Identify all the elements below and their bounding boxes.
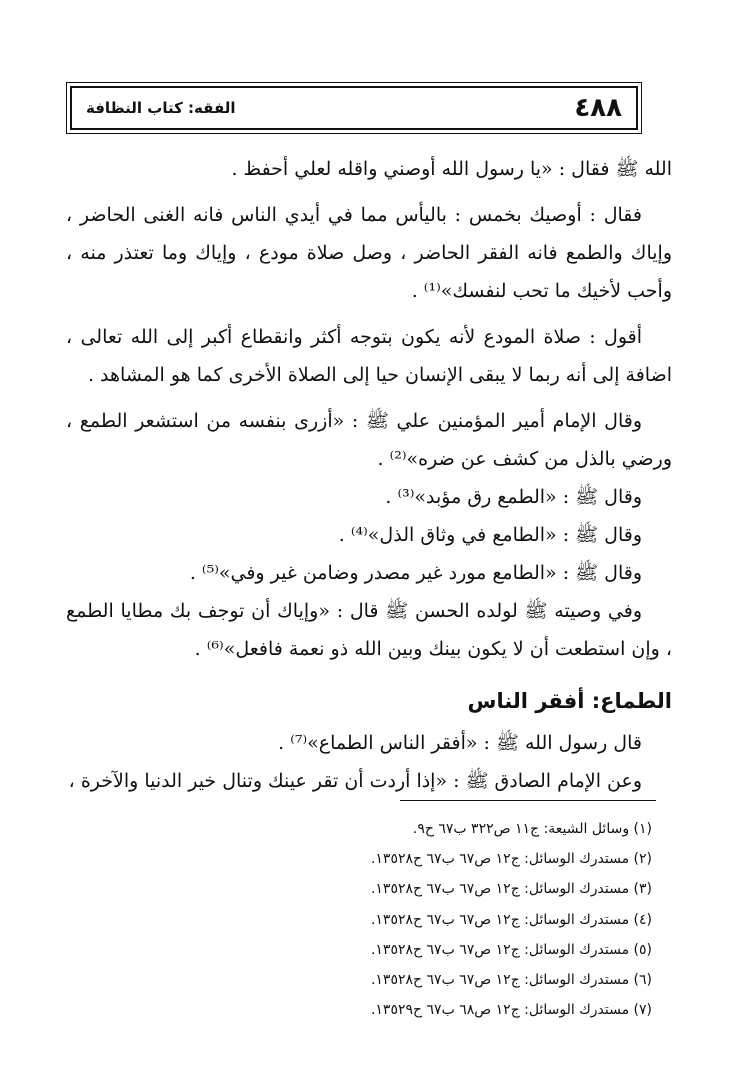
- footnote: (١) وسائل الشيعة: ج١١ ص٣٢٢ ب٦٧ ح٩.: [412, 821, 652, 837]
- footnote: (٦) مستدرك الوسائل: ج١٢ ص٦٧ ب٦٧ ح١٣٥٢٨.: [370, 972, 652, 989]
- page-header: [66, 82, 642, 134]
- paragraph: قال رسول الله ﷺ : «أفقر الناس الطماع»⁽⁷⁾ .: [278, 732, 642, 754]
- paragraph: وفي وصيته ﷺ لولده الحسن ﷺ قال : «وإياك أن توجف بك مطايا الطمع ، وإن استطعت أن لا يكون بينك وبين الله ذو نعمة فافعل»⁽⁶⁾ .: [66, 600, 672, 660]
- page-number: ٤٨٨: [574, 93, 622, 123]
- footnote: (٣) مستدرك الوسائل: ج١٢ ص٦٧ ب٦٧ ح١٣٥٢٨.: [370, 881, 652, 898]
- footnote-divider: [400, 800, 656, 801]
- paragraph: أقول : صلاة المودع لأنه يكون بتوجه أكثر وانقطاع أكبر إلى الله تعالى ، اضافة إلى أنه ربما لا يبقى الإنسان حيا إلى الصلاة الأخرى كما هو المشاهد .: [66, 326, 672, 386]
- paragraph: وقال ﷺ : «الطامع مورد غير مصدر وضامن غير وفي»⁽⁵⁾ .: [189, 562, 642, 584]
- footnote: (٢) مستدرك الوسائل: ج١٢ ص٦٧ ب٦٧ ح١٣٥٢٨.: [370, 851, 652, 868]
- paragraph: وقال ﷺ : «الطامع في وثاق الذل»⁽⁴⁾ .: [338, 524, 642, 546]
- paragraph: وقال ﷺ : «الطمع رق مؤبد»⁽³⁾ .: [385, 486, 642, 508]
- paragraph: وعن الإمام الصادق ﷺ : «إذا أردت أن تقر عينك وتنال خير الدنيا والآخرة ،: [68, 770, 642, 792]
- section-heading: الطماع: أفقر الناس: [467, 689, 672, 713]
- paragraph: فقال : أوصيك بخمس : باليأس مما في أيدي الناس فانه الغنى الحاضر ، وإياك والطمع فانه الفقر الحاضر ، وصل صلاة مودع ، وإياك وما تعتذر منه ، وأحب لأخيك ما تحب لنفسك»⁽¹⁾ .: [66, 204, 672, 302]
- footnote: (٧) مستدرك الوسائل: ج١٢ ص٦٨ ب٦٧ ح١٣٥٢٩.: [370, 1002, 652, 1019]
- footnote: (٥) مستدرك الوسائل: ج١٢ ص٦٧ ب٦٧ ح١٣٥٢٨.: [370, 941, 652, 958]
- main-text: [66, 150, 672, 800]
- paragraph: الله ﷺ فقال : «يا رسول الله أوصني واقله لعلي أحفظ .: [231, 158, 672, 180]
- running-title: الفقه: كتاب النظافة: [86, 99, 236, 117]
- paragraph: وقال الإمام أمير المؤمنين علي ﷺ : «أزرى بنفسه من استشعر الطمع ، ورضي بالذل من كشف عن ضره»⁽²⁾ .: [66, 410, 672, 470]
- page-header-inner: [70, 86, 638, 130]
- footnotes: [66, 814, 672, 1025]
- footnote: (٤) مستدرك الوسائل: ج١٢ ص٦٧ ب٦٧ ح١٣٥٢٨.: [370, 911, 652, 928]
